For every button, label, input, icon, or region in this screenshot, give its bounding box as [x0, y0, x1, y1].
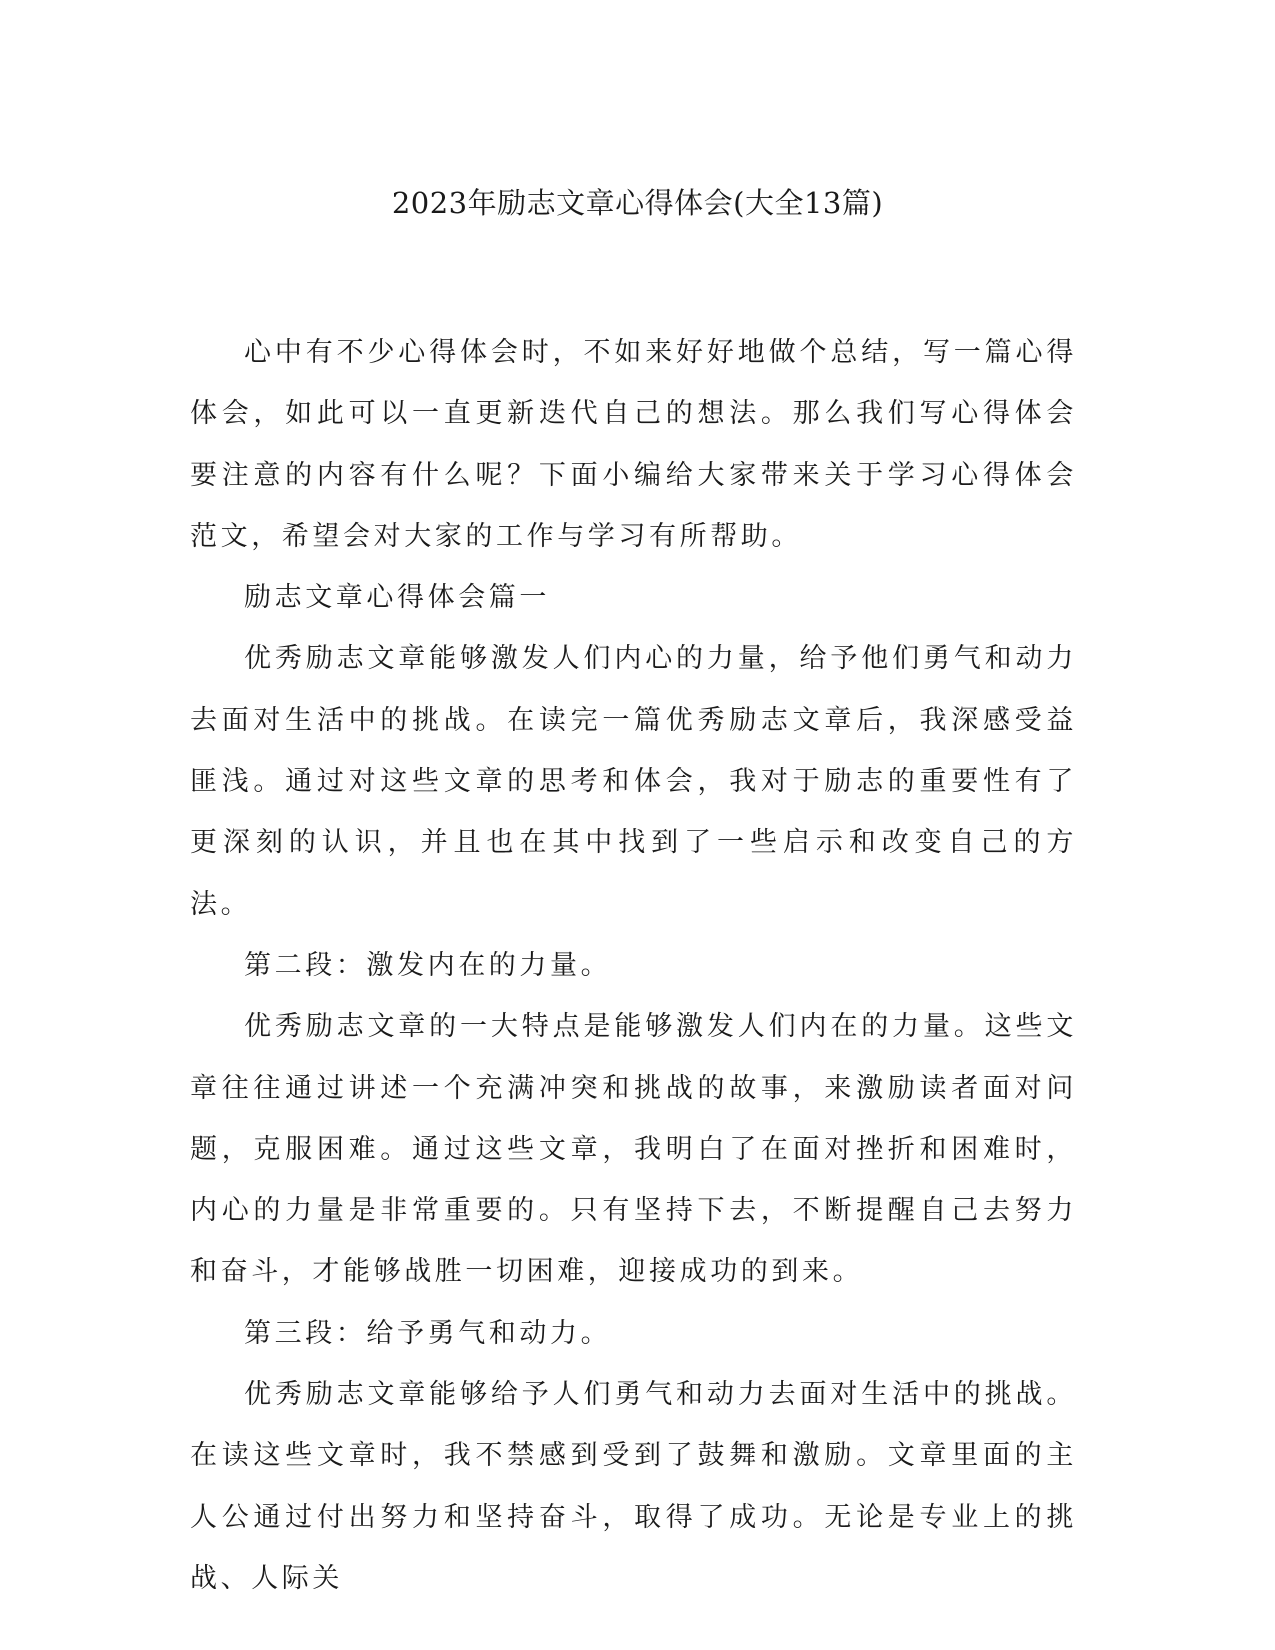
section-heading-part-one: 励志文章心得体会篇一 [244, 582, 550, 614]
document-body [190, 322, 1077, 1609]
section-heading-third-paragraph: 第三段：给予勇气和动力。 [244, 1317, 612, 1349]
section-heading-second-paragraph: 第二段：激发内在的力量。 [244, 949, 612, 981]
body-paragraph: 优秀励志文章能够给予人们勇气和动力去面对生活中的挑战。在读这些文章时，我不禁感到受到了鼓舞和激励。文章里面的主人公通过付出努力和坚持奋斗，取得了成功。无论是专业上的挑战、人际关 [190, 1379, 1077, 1594]
body-paragraph: 优秀励志文章能够激发人们内心的力量，给予他们勇气和动力去面对生活中的挑战。在读完一篇优秀励志文章后，我深感受益匪浅。通过对这些文章的思考和体会，我对于励志的重要性有了更深刻的认识，并且也在其中找到了一些启示和改变自己的方法。 [190, 643, 1077, 920]
body-paragraph: 优秀励志文章的一大特点是能够激发人们内在的力量。这些文章往往通过讲述一个充满冲突和挑战的故事，来激励读者面对问题，克服困难。通过这些文章，我明白了在面对挫折和困难时，内心的力量是非常重要的。只有坚持下去，不断提醒自己去努力和奋斗，才能够战胜一切困难，迎接成功的到来。 [190, 1011, 1077, 1288]
document-title: 2023年励志文章心得体会(大全13篇) [391, 186, 884, 220]
intro-paragraph: 心中有不少心得体会时，不如来好好地做个总结，写一篇心得体会，如此可以一直更新迭代自己的想法。那么我们写心得体会要注意的内容有什么呢？下面小编给大家带来关于学习心得体会范文，希望会对大家的工作与学习有所帮助。 [190, 337, 1077, 552]
